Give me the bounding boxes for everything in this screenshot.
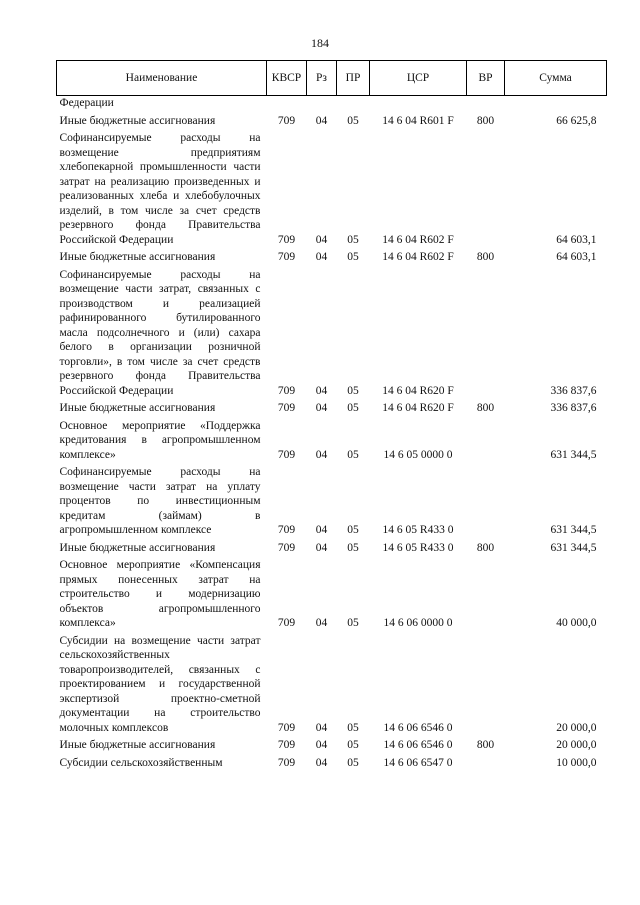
cell-rz: 04 — [315, 617, 328, 629]
cell-kvsr: 709 — [277, 114, 296, 127]
table-row — [57, 265, 607, 399]
cell-rz: 04 — [315, 739, 328, 751]
page-number: 184 — [311, 36, 329, 50]
table-row — [57, 96, 607, 111]
cell-kvsr: 709 — [277, 233, 296, 246]
cell-name: Иные бюджетные ассигнования — [59, 739, 216, 751]
cell-pr: 05 — [347, 251, 359, 263]
cell-rz: 04 — [315, 524, 328, 536]
header-sum: Сумма — [505, 61, 607, 96]
cell-name: Иные бюджетные ассигнования — [59, 114, 216, 127]
cell-csr: 14 6 04 R620 F — [382, 384, 454, 397]
cell-sum: 336 837,6 — [550, 384, 597, 397]
cell-name: Софинансируемые расходы на возмещение части затрат на уплату процентов по инвестиционным кредитам (займам) в агропромышленном комплексе — [59, 466, 261, 536]
table-row — [57, 753, 607, 771]
header-name: Наименование — [57, 61, 267, 96]
cell-rz: 04 — [315, 114, 328, 127]
cell-kvsr: 709 — [277, 617, 296, 629]
cell-sum: 20 000,0 — [556, 739, 597, 751]
cell-vr — [467, 416, 505, 463]
cell-rz: 04 — [315, 233, 328, 246]
cell-csr: 14 6 06 6547 0 — [383, 756, 453, 769]
budget-table — [56, 60, 607, 770]
cell-vr — [467, 265, 505, 399]
table-row — [57, 538, 607, 556]
cell-csr — [370, 96, 467, 111]
table-row — [57, 631, 607, 736]
cell-name: Основное мероприятие «Компенсация прямых понесенных затрат на строительство и модернизацию объектов агропромышленного комплекса» — [59, 559, 261, 629]
table-row — [57, 247, 607, 265]
cell-kvsr — [267, 96, 307, 111]
table-row — [57, 555, 607, 631]
cell-pr: 05 — [347, 384, 359, 397]
cell-vr — [467, 753, 505, 771]
cell-name: Основное мероприятие «Поддержка кредитования в агропромышленном комплексе» — [59, 419, 261, 461]
cell-csr: 14 6 04 R601 F — [382, 114, 454, 127]
cell-vr — [467, 631, 505, 736]
header-csr: ЦСР — [370, 61, 467, 96]
cell-sum: 64 603,1 — [556, 233, 597, 246]
cell-vr: 800 — [476, 251, 495, 263]
cell-sum: 336 837,6 — [550, 402, 597, 414]
cell-vr: 800 — [476, 402, 495, 414]
cell-sum — [505, 96, 607, 111]
cell-sum: 631 344,5 — [550, 541, 597, 554]
table-row — [57, 416, 607, 463]
cell-pr: 05 — [347, 617, 359, 629]
cell-kvsr: 709 — [277, 739, 296, 751]
table-row — [57, 128, 607, 247]
cell-kvsr: 709 — [277, 524, 296, 536]
cell-rz: 04 — [315, 541, 328, 554]
cell-sum: 631 344,5 — [550, 448, 597, 461]
cell-rz: 04 — [315, 721, 328, 734]
cell-csr: 14 6 06 6546 0 — [383, 721, 453, 734]
cell-rz: 04 — [315, 384, 328, 397]
cell-name: Субсидии сельскохозяйственным — [59, 756, 223, 769]
cell-csr: 14 6 06 6546 0 — [383, 739, 453, 751]
cell-vr — [467, 96, 505, 111]
cell-kvsr: 709 — [277, 448, 296, 461]
cell-kvsr: 709 — [277, 541, 296, 554]
cell-vr: 800 — [476, 114, 495, 127]
cell-rz: 04 — [315, 251, 328, 263]
table-row — [57, 398, 607, 416]
cell-pr: 05 — [347, 233, 359, 246]
cell-name: Федерации — [59, 97, 114, 109]
cell-kvsr: 709 — [277, 402, 296, 414]
cell-name: Иные бюджетные ассигнования — [59, 251, 216, 263]
cell-vr — [467, 462, 505, 538]
cell-pr: 05 — [347, 739, 359, 751]
cell-csr: 14 6 04 R620 F — [382, 402, 454, 414]
cell-csr: 14 6 05 0000 0 — [383, 448, 453, 461]
cell-pr: 05 — [347, 114, 359, 127]
cell-csr: 14 6 04 R602 F — [382, 233, 454, 246]
cell-csr: 14 6 05 R433 0 — [382, 524, 454, 536]
cell-name: Софинансируемые расходы на возмещение предприятиям хлебопекарной промышленности части затрат на реализацию произведенных и реализованных хлеба и хлебобулочных изделий, в том числе за счет средств резервного фонда Правительства Российской Федерации — [59, 132, 261, 246]
header-pr: ПР — [337, 61, 370, 96]
cell-pr: 05 — [347, 756, 359, 769]
cell-pr: 05 — [347, 541, 359, 554]
cell-pr: 05 — [347, 524, 359, 536]
header-rz: Рз — [307, 61, 337, 96]
cell-csr: 14 6 06 0000 0 — [383, 617, 453, 629]
cell-name: Иные бюджетные ассигнования — [59, 402, 216, 414]
cell-name: Субсидии на возмещение части затрат сельскохозяйственных товаропроизводителей, связанных с проектированием и государственной экспертизой проектно-сметной документации на строительство молочных комплексов — [59, 634, 261, 734]
cell-rz — [307, 96, 337, 111]
cell-pr: 05 — [347, 448, 359, 461]
cell-kvsr: 709 — [277, 756, 296, 769]
cell-name: Иные бюджетные ассигнования — [59, 541, 216, 554]
cell-csr: 14 6 04 R602 F — [382, 251, 454, 263]
cell-kvsr: 709 — [277, 251, 296, 263]
cell-rz: 04 — [315, 402, 328, 414]
cell-pr: 05 — [347, 402, 359, 414]
cell-vr — [467, 128, 505, 247]
header-kvsr: КВСР — [267, 61, 307, 96]
cell-sum: 40 000,0 — [556, 617, 597, 629]
table-header-row — [57, 61, 607, 96]
cell-sum: 631 344,5 — [550, 524, 597, 536]
cell-pr — [337, 96, 370, 111]
cell-vr — [467, 555, 505, 631]
table-row — [57, 735, 607, 753]
cell-sum: 66 625,8 — [556, 114, 597, 127]
cell-name: Софинансируемые расходы на возмещение части затрат, связанных с производством и реализацией рафинированного бутилированного масла подсолнечного и (или) сахара белого в организации розничной торговли», в том числе за счет средств резервного фонда Правительства Российской Федерации — [59, 268, 261, 397]
cell-sum: 64 603,1 — [556, 251, 597, 263]
cell-kvsr: 709 — [277, 384, 296, 397]
table-row — [57, 111, 607, 129]
cell-vr: 800 — [476, 739, 495, 751]
header-vr: ВР — [467, 61, 505, 96]
cell-sum: 10 000,0 — [556, 756, 597, 769]
cell-sum: 20 000,0 — [556, 721, 597, 734]
cell-csr: 14 6 05 R433 0 — [382, 541, 454, 554]
table-row — [57, 462, 607, 538]
cell-pr: 05 — [347, 721, 359, 734]
cell-rz: 04 — [315, 756, 328, 769]
cell-vr: 800 — [476, 541, 495, 554]
cell-rz: 04 — [315, 448, 328, 461]
cell-kvsr: 709 — [277, 721, 296, 734]
